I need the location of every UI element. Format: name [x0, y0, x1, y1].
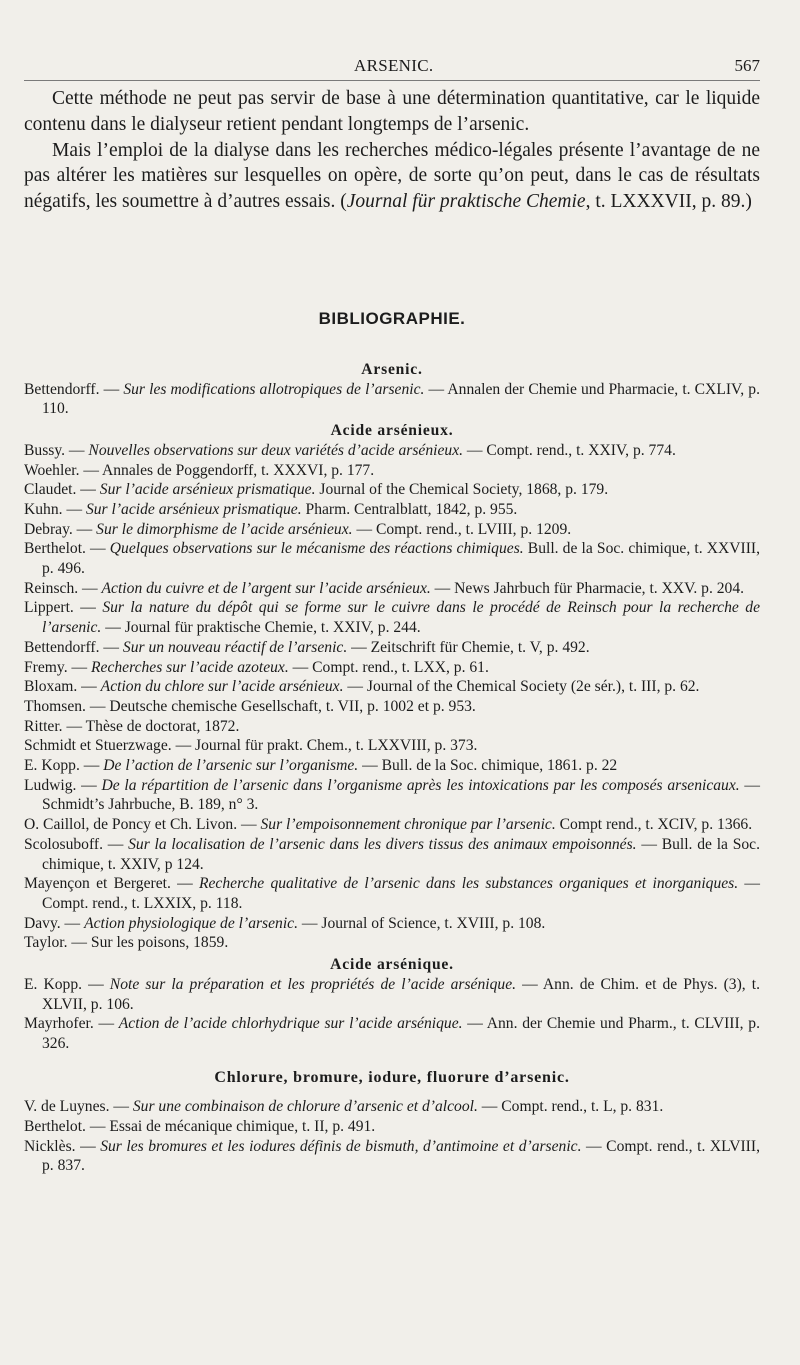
entry-author: Bettendorff. —: [24, 380, 124, 398]
bibliography-entry: [24, 441, 760, 461]
entry-reference: — News Jahrbuch für Pharmacie, t. XXV. p. 204.: [430, 579, 745, 597]
bibliography-entry: [24, 835, 760, 874]
intro-paragraph-2: [24, 138, 760, 215]
entry-reference: — Compt. rend., t. LXXIX, p. 118.: [42, 875, 760, 912]
entry-author: Bettendorff. —: [24, 638, 123, 656]
entry-author: Woehler. — Annales de Poggendorff, t. XXXVI, p. 177.: [24, 461, 375, 479]
entry-author: Lippert. —: [24, 599, 103, 617]
entry-reference: — Compt. rend., t. XXIV, p. 774.: [463, 441, 676, 459]
entry-reference: — Journal of Science, t. XVIII, p. 108.: [298, 914, 546, 932]
section-heading: Chlorure, bromure, iodure, fluorure d’arsenic.: [214, 1068, 570, 1086]
entry-author: Berthelot. —: [24, 540, 110, 558]
bibliography-entry: [24, 914, 760, 934]
bibliography-entry: [24, 815, 760, 835]
bibliography-list: [24, 360, 760, 1176]
entry-title: Action de l’acide chlorhydrique sur l’acide arsénique.: [118, 1015, 463, 1033]
bibliography-entry: [24, 1117, 760, 1137]
entry-author: Berthelot. — Essai de mécanique chimique, t. II, p. 491.: [24, 1118, 376, 1136]
entry-reference: Bull. de la Soc. chimique, t. XXVIII, p. 496.: [42, 540, 760, 578]
bibliography-entry: [24, 539, 760, 578]
entry-title: Quelques observations sur le mécanisme des réactions chimiques.: [109, 540, 524, 558]
entry-title: Action physiologique de l’arsenic.: [84, 914, 298, 932]
entry-author: Reinsch. —: [24, 579, 102, 597]
intro-p2-journal: Journal für praktische Chemie: [346, 191, 586, 213]
entry-author: Ludwig. —: [24, 776, 102, 794]
entry-author: Claudet. —: [24, 481, 100, 499]
bibliography-entry: [24, 756, 760, 776]
entry-title: De l’action de l’arsenic sur l’organisme.: [103, 757, 359, 775]
bibliography-entry: [24, 697, 760, 717]
entry-title: Sur un nouveau réactif de l’arsenic.: [122, 638, 348, 656]
entry-title: Sur les modifications allotropiques de l’arsenic.: [123, 380, 425, 398]
bibliography-entry: [24, 1014, 760, 1053]
entry-author: Schmidt et Stuerzwage. — Journal für prakt. Chem., t. LXXVIII, p. 373.: [24, 737, 478, 755]
running-title: ARSENIC.: [354, 56, 434, 75]
entry-author: Debray. —: [24, 520, 97, 538]
bibliography-entry: [24, 500, 760, 520]
bibliography-entry: [24, 520, 760, 540]
entry-reference: — Bull. de la Soc. chimique, t. XXIV, p 124.: [42, 835, 761, 873]
entry-title: De la répartition de l’arsenic dans l’organisme après les intoxications par les composés arsenicaux.: [101, 776, 740, 794]
entry-author: Mayençon et Bergeret. —: [24, 875, 199, 893]
bibliography-entry: [24, 480, 760, 500]
entry-reference: Compt rend., t. XCIV, p. 1366.: [555, 816, 753, 834]
bibliography-entry: [24, 717, 760, 737]
entry-title: Nouvelles observations sur deux variétés d’acide arsénieux.: [88, 441, 464, 459]
entry-author: Kuhn. —: [24, 500, 86, 518]
entry-reference: — Ann. der Chemie und Pharm., t. CLVIII, p. 326.: [42, 1015, 761, 1052]
entry-author: Taylor. — Sur les poisons, 1859.: [24, 934, 229, 952]
entry-author: Scolosuboff. —: [24, 835, 129, 853]
entry-title: Note sur la préparation et les propriétés de l’acide arsénique.: [109, 975, 517, 993]
entry-author: E. Kopp. —: [24, 975, 110, 993]
entry-reference: — Ann. de Chim. et de Phys. (3), t. XLVII, p. 106.: [42, 975, 760, 1013]
entry-title: Sur le dimorphisme de l’acide arsénieux.: [96, 520, 353, 538]
bibliography-entry: [24, 776, 760, 815]
entry-reference: — Schmidt’s Jahrbuche, B. 189, n° 3.: [42, 776, 760, 814]
intro-p2-text: Mais l’emploi de la dialyse dans les recherches médico-légales présente l’avantage de ne pas altérer les matières sur lesquelles on opère, de sorte qu’on peut, dans le cas de résultats négatifs, les soumettre à d’autres essais. (: [24, 139, 760, 213]
bibliography-entry: [24, 461, 760, 481]
bibliography-entry: [24, 658, 760, 678]
bibliography-entry: [24, 1137, 760, 1176]
entry-reference: — Compt. rend., t. XLVIII, p. 837.: [42, 1137, 760, 1175]
entry-author: Mayrhofer. —: [24, 1015, 119, 1033]
entry-title: Sur une combinaison de chlorure d’arsenic et d’alcool.: [132, 1098, 478, 1116]
bibliography-entry: [24, 874, 760, 913]
intro-paragraph-1: Cette méthode ne peut pas servir de base à une détermination quantitative, car le liquide contenu dans le dialyseur retient pendant longtemps de l’arsenic.: [24, 88, 760, 135]
section-heading: Acide arsénieux.: [330, 422, 454, 440]
entry-title: Recherches sur l’acide azoteux.: [91, 658, 289, 676]
bibliography-entry: [24, 677, 760, 697]
page-number: 567: [734, 56, 760, 75]
bibliography-entry: [24, 1097, 760, 1117]
entry-author: Thomsen. — Deutsche chemische Gesellschaft, t. VII, p. 1002 et p. 953.: [24, 697, 476, 715]
entry-author: Nicklès. —: [24, 1137, 101, 1155]
entry-reference: — Journal für praktische Chemie, t. XXIV, p. 244.: [101, 619, 421, 637]
entry-author: V. de Luynes. —: [24, 1098, 133, 1116]
bibliography-entry: [24, 736, 760, 756]
entry-title: Sur les bromures et les iodures définis de bismuth, d’antimoine et d’arsenic.: [100, 1137, 582, 1155]
entry-reference: — Bull. de la Soc. chimique, 1861. p. 22: [358, 757, 618, 775]
entry-reference: Pharm. Centralblatt, 1842, p. 955.: [301, 500, 518, 518]
bibliography-entry: [24, 638, 760, 658]
entry-reference: — Zeitschrift für Chemie, t. V, p. 492.: [347, 638, 590, 656]
entry-author: Bloxam. —: [24, 678, 101, 696]
entry-reference: — Annalen der Chemie und Pharmacie, t. CXLIV, p. 110.: [42, 380, 761, 418]
entry-title: Sur l’acide arsénieux prismatique.: [99, 481, 316, 499]
header-rule: [24, 80, 760, 81]
section-heading: Arsenic.: [361, 361, 423, 378]
bibliography-entry: [24, 975, 760, 1014]
entry-title: Sur la nature du dépôt qui se forme sur le cuivre dans le procédé de Reinsch pour la recherche de l’arsenic.: [42, 599, 760, 637]
section-heading: Acide arsénique.: [330, 956, 454, 974]
entry-author: Davy. —: [24, 914, 85, 932]
entry-author: O. Caillol, de Poncy et Ch. Livon. —: [24, 816, 261, 834]
bibliography-entry: [24, 598, 760, 637]
intro-p2-end: , t. LXXXVII, p. 89.): [585, 191, 752, 213]
bibliography-heading: BIBLIOGRAPHIE.: [318, 309, 466, 328]
entry-reference: — Compt. rend., t. LVIII, p. 1209.: [352, 520, 572, 538]
entry-reference: — Journal of the Chemical Society (2e sér.), t. III, p. 62.: [343, 678, 700, 696]
intro-text: [24, 86, 760, 215]
entry-reference: — Compt. rend., t. LXX, p. 61.: [288, 658, 489, 676]
entry-author: Fremy. —: [24, 658, 91, 676]
entry-author: Ritter. — Thèse de doctorat, 1872.: [24, 717, 240, 735]
bibliography-entry: [24, 579, 760, 599]
entry-title: Sur la localisation de l’arsenic dans les divers tissus des animaux empoisonnés.: [128, 835, 637, 853]
running-header: [24, 56, 760, 80]
entry-title: Sur l’empoisonnement chronique par l’arsenic.: [260, 816, 556, 834]
entry-reference: — Compt. rend., t. L, p. 831.: [477, 1098, 664, 1116]
entry-title: Sur l’acide arsénieux prismatique.: [85, 500, 302, 518]
bibliography-entry: [24, 380, 760, 419]
entry-author: Bussy. —: [24, 441, 89, 459]
entry-title: Action du cuivre et de l’argent sur l’acide arsénieux.: [101, 579, 431, 597]
entry-title: Recherche qualitative de l’arsenic dans les substances organiques et inorganiques.: [198, 875, 739, 893]
bibliography-entry: [24, 933, 760, 953]
entry-title: Action du chlore sur l’acide arsénieux.: [100, 678, 344, 696]
entry-reference: Journal of the Chemical Society, 1868, p. 179.: [315, 481, 609, 499]
entry-author: E. Kopp. —: [24, 757, 104, 775]
